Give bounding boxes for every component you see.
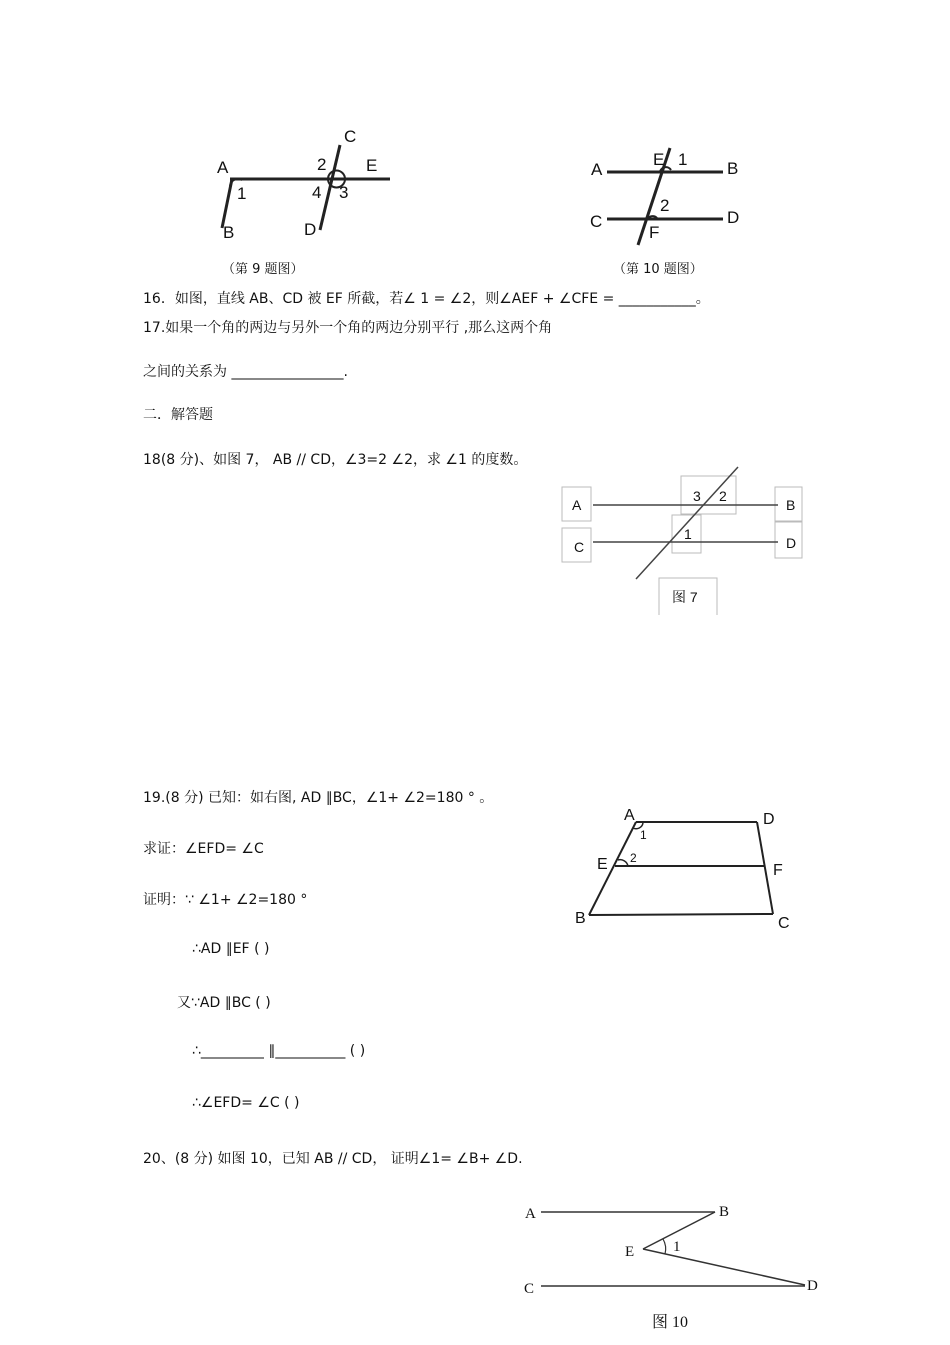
fig7-label-c: C: [574, 539, 585, 555]
fig20-label-c: C: [524, 1281, 535, 1297]
fig19-label-f: F: [773, 862, 783, 879]
question-17-line1: 17.如果一个角的两边与另外一个角的两边分别平行 ,那么这两个角: [143, 320, 553, 336]
fig20-label-b: B: [719, 1204, 730, 1220]
figure-20: [515, 1195, 830, 1335]
fig10-caption: （第 10 题图）: [613, 262, 703, 277]
fig7-label-d: D: [786, 535, 797, 551]
fig10-label-c: C: [590, 212, 603, 231]
fig20-caption: 图 10: [652, 1314, 689, 1331]
fig9-label-a: A: [217, 158, 229, 177]
question-19-proof-line4: ∴_________ ∥__________ ( ): [192, 1043, 366, 1059]
fig9-caption: （第 9 题图）: [222, 262, 304, 277]
fig19-label-b: B: [575, 910, 586, 927]
fig10-label-a: A: [591, 160, 603, 179]
fig19-angle-2: 2: [630, 851, 637, 865]
question-19-proof-line2: ∴AD ∥EF ( ): [192, 941, 270, 957]
fig9-angle-2: 2: [317, 155, 327, 174]
fig7-angle-2: 2: [719, 488, 727, 504]
fig10-label-f: F: [649, 223, 660, 242]
question-19-proof-line1: 证明：∵ ∠1+ ∠2=180 °: [143, 892, 308, 908]
question-17-line2: 之间的关系为 ________________.: [143, 364, 348, 380]
fig7-angle-3: 3: [693, 488, 701, 504]
fig9-angle-1: 1: [237, 184, 247, 203]
fig7-caption: 图 7: [672, 589, 698, 605]
question-20: 20、(8 分) 如图 10，已知 AB // CD， 证明∠1= ∠B+ ∠D.: [143, 1151, 523, 1167]
fig9-label-c: C: [344, 127, 357, 146]
fig7-label-a: A: [572, 497, 582, 513]
fig19-label-e: E: [597, 856, 608, 873]
question-16: 16．如图，直线 AB、CD 被 EF 所截，若∠ 1 = ∠2，则∠AEF + ∠CFE = ___________。: [143, 291, 710, 307]
figure-19: [570, 800, 800, 935]
question-18: 18(8 分)、如图 7， AB // CD，∠3=2 ∠2，求 ∠1 的度数。: [143, 452, 528, 468]
fig9-label-d: D: [304, 220, 317, 239]
fig7-label-b: B: [786, 497, 796, 513]
question-19-prove: 求证：∠EFD= ∠C: [143, 841, 264, 857]
fig9-label-e: E: [366, 156, 378, 175]
fig19-label-c: C: [778, 915, 790, 932]
figure-7: [560, 462, 810, 617]
fig10-label-e: E: [653, 150, 665, 169]
fig10-angle-1: 1: [678, 150, 688, 169]
figure-9: [200, 120, 400, 245]
figure-10: [585, 140, 755, 250]
fig19-label-a: A: [624, 807, 635, 824]
question-19-title: 19.(8 分) 已知：如右图, AD ∥BC，∠1+ ∠2=180 ° 。: [143, 790, 494, 806]
fig7-angle-1: 1: [684, 526, 692, 542]
fig9-angle-4: 4: [312, 183, 322, 202]
fig10-label-b: B: [727, 159, 739, 178]
fig9-angle-3: 3: [339, 183, 349, 202]
fig20-label-e: E: [625, 1244, 635, 1260]
fig10-angle-2: 2: [660, 196, 670, 215]
fig20-angle-1: 1: [673, 1239, 681, 1255]
fig20-label-d: D: [807, 1278, 818, 1294]
question-19-proof-line5: ∴∠EFD= ∠C ( ): [192, 1095, 300, 1111]
fig19-angle-1: 1: [640, 828, 647, 842]
section-heading: 二．解答题: [143, 407, 213, 423]
fig20-label-a: A: [525, 1206, 536, 1222]
fig9-label-b: B: [223, 223, 235, 242]
fig10-label-d: D: [727, 208, 740, 227]
fig19-label-d: D: [763, 811, 775, 828]
question-19-proof-line3: 又∵AD ∥BC ( ): [177, 995, 271, 1011]
